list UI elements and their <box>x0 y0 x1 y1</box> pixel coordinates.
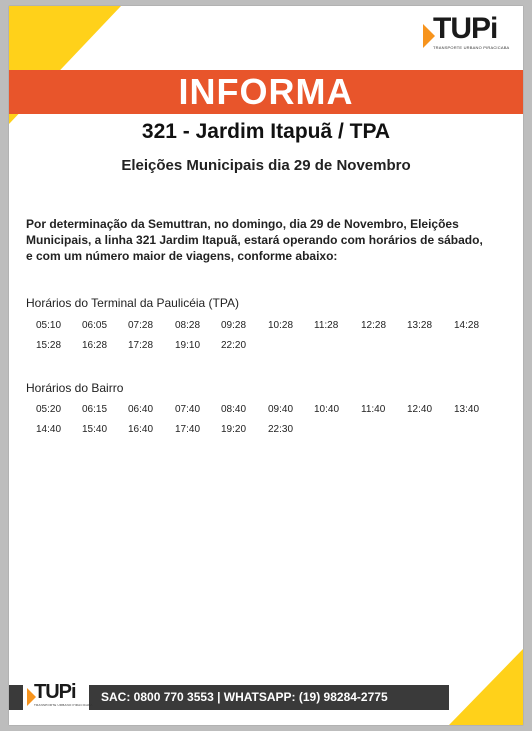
departure-time: 14:40 <box>36 424 62 435</box>
logo-subtitle: TRANSPORTE URBANO PIRACICABA <box>34 703 93 707</box>
line-title: 321 - Jardim Itapuã / TPA <box>141 120 391 143</box>
departure-time: 16:40 <box>128 424 154 435</box>
notice-paragraph: Por determinação da Semuttran, no domingo, dia 29 de Novembro, Eleições Municipais, a linha 321 Jardim Itapuã, estará operando com horários de sábado, e com um número maior de viagens, conforme abaixo: <box>26 217 483 263</box>
schedule-label-bairro: Horários do Bairro <box>26 381 124 395</box>
departure-time: 13:40 <box>454 404 480 415</box>
departure-time: 17:28 <box>128 340 154 351</box>
departure-time: 11:28 <box>314 320 339 331</box>
logo-wordmark: TUPi <box>34 681 76 703</box>
footer-contact: SAC: 0800 770 3553 | WHATSAPP: (19) 98284-2775 <box>101 690 388 704</box>
departure-time: 05:20 <box>36 404 62 415</box>
notice-page <box>9 6 523 725</box>
departure-time: 14:28 <box>454 320 480 331</box>
departure-time: 15:28 <box>36 340 62 351</box>
departure-time: 07:28 <box>128 320 154 331</box>
departure-time: 08:40 <box>221 404 247 415</box>
departure-time: 19:20 <box>221 424 247 435</box>
tupi-logo-bottom <box>27 682 93 707</box>
election-subtitle: Eleições Municipais dia 29 de Novembro <box>121 157 411 174</box>
departure-time: 16:28 <box>82 340 108 351</box>
departure-time: 05:10 <box>36 320 62 331</box>
departure-time: 06:40 <box>128 404 154 415</box>
corner-decoration-bottom-right <box>449 649 523 725</box>
departure-time: 19:10 <box>175 340 201 351</box>
departure-time: 09:40 <box>268 404 294 415</box>
departure-time: 13:28 <box>407 320 433 331</box>
departure-time: 22:20 <box>221 340 247 351</box>
departure-time: 15:40 <box>82 424 108 435</box>
informa-banner: INFORMA <box>9 70 523 114</box>
departure-time: 10:40 <box>314 404 340 415</box>
schedule-label-terminal: Horários do Terminal da Paulicéia (TPA) <box>26 296 239 310</box>
departure-time: 22:30 <box>268 424 294 435</box>
departure-time: 08:28 <box>175 320 201 331</box>
departure-time: 17:40 <box>175 424 201 435</box>
departure-time: 12:28 <box>361 320 387 331</box>
departure-time: 12:40 <box>407 404 433 415</box>
logo-wordmark: TUPi <box>433 12 498 45</box>
departure-time: 06:05 <box>82 320 108 331</box>
departure-time: 11:40 <box>361 404 386 415</box>
departure-time: 09:28 <box>221 320 247 331</box>
departure-time: 06:15 <box>82 404 108 415</box>
tupi-logo-top <box>423 14 509 50</box>
logo-subtitle: TRANSPORTE URBANO PIRACICABA <box>433 45 510 50</box>
departure-time: 10:28 <box>268 320 294 331</box>
departure-time: 07:40 <box>175 404 201 415</box>
